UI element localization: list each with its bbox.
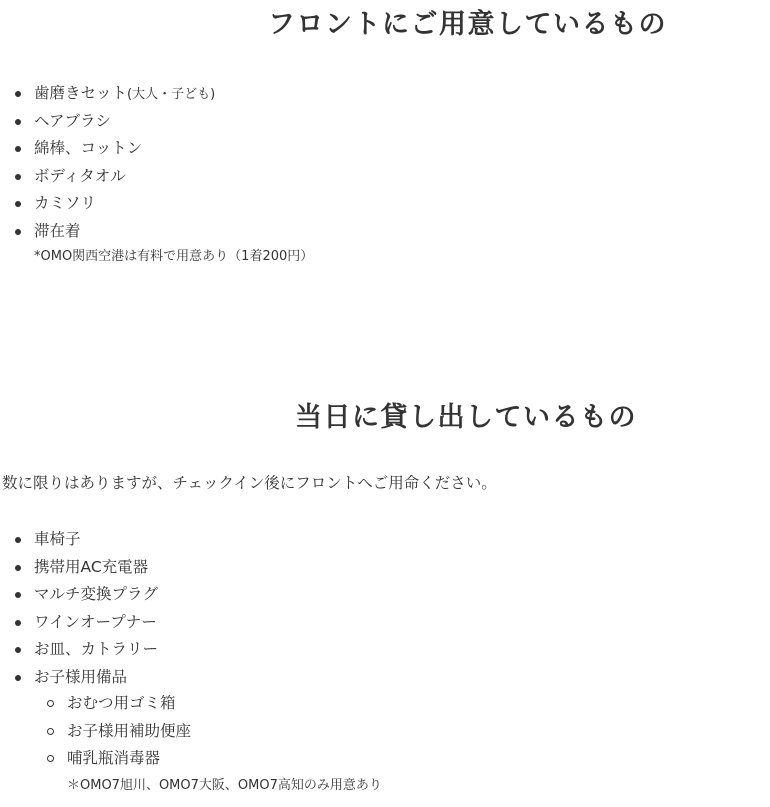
list-item-label: ワインオープナー — [34, 612, 157, 631]
list-item-detail: (大人・子ども) — [127, 87, 216, 102]
list-item — [34, 80, 215, 108]
list-item-label: お皿、カトラリー — [34, 640, 159, 658]
list-item — [34, 163, 215, 191]
list-item — [34, 218, 215, 246]
list-item-label: ボディタオル — [34, 166, 126, 185]
list-item — [34, 664, 158, 692]
sub-list-item — [67, 745, 191, 773]
child-items-sublist — [67, 690, 191, 773]
list-item-label: 滞在着 — [34, 221, 81, 240]
section-title-front-amenities: フロントにご用意しているもの — [268, 9, 667, 40]
list-item — [34, 135, 215, 163]
list-item-label: ヘアブラシ — [34, 111, 112, 130]
list-item-label: 車椅子 — [34, 530, 81, 548]
loungewear-note: *OMO関西空港は有料で用意あり（1着200円） — [34, 249, 314, 264]
list-item-label: カミソリ — [34, 194, 97, 212]
list-item — [34, 636, 158, 664]
availability-note: ＊OMO7旭川、OMO7大阪、OMO7高知のみ用意あり — [67, 778, 382, 793]
list-item — [34, 108, 215, 136]
list-item — [34, 526, 158, 554]
sub-list-item-label: 哺乳瓶消毒器 — [67, 749, 161, 767]
section-title-rental-items: 当日に貸し出しているもの — [295, 402, 637, 433]
list-item-label: 歯磨きセット — [34, 84, 128, 102]
list-item — [34, 554, 158, 582]
rental-items-list — [34, 526, 158, 691]
sub-list-item — [67, 690, 191, 718]
list-item-label: 携帯用AC充電器 — [34, 557, 149, 576]
sub-list-item-label: お子様用補助便座 — [67, 721, 192, 740]
list-item — [34, 190, 215, 218]
sub-list-item-label: おむつ用ゴミ箱 — [67, 694, 176, 712]
sub-list-item — [67, 718, 191, 746]
list-item-label: 綿棒、コットン — [34, 139, 143, 157]
rental-intro-text: 数に限りはありますが、チェックイン後にフロントへご用命ください。 — [2, 474, 497, 492]
front-amenities-list — [34, 80, 215, 245]
list-item-label: お子様用備品 — [34, 667, 128, 686]
list-item — [34, 581, 158, 609]
list-item-label: マルチ変換プラグ — [34, 585, 159, 603]
list-item — [34, 609, 158, 637]
